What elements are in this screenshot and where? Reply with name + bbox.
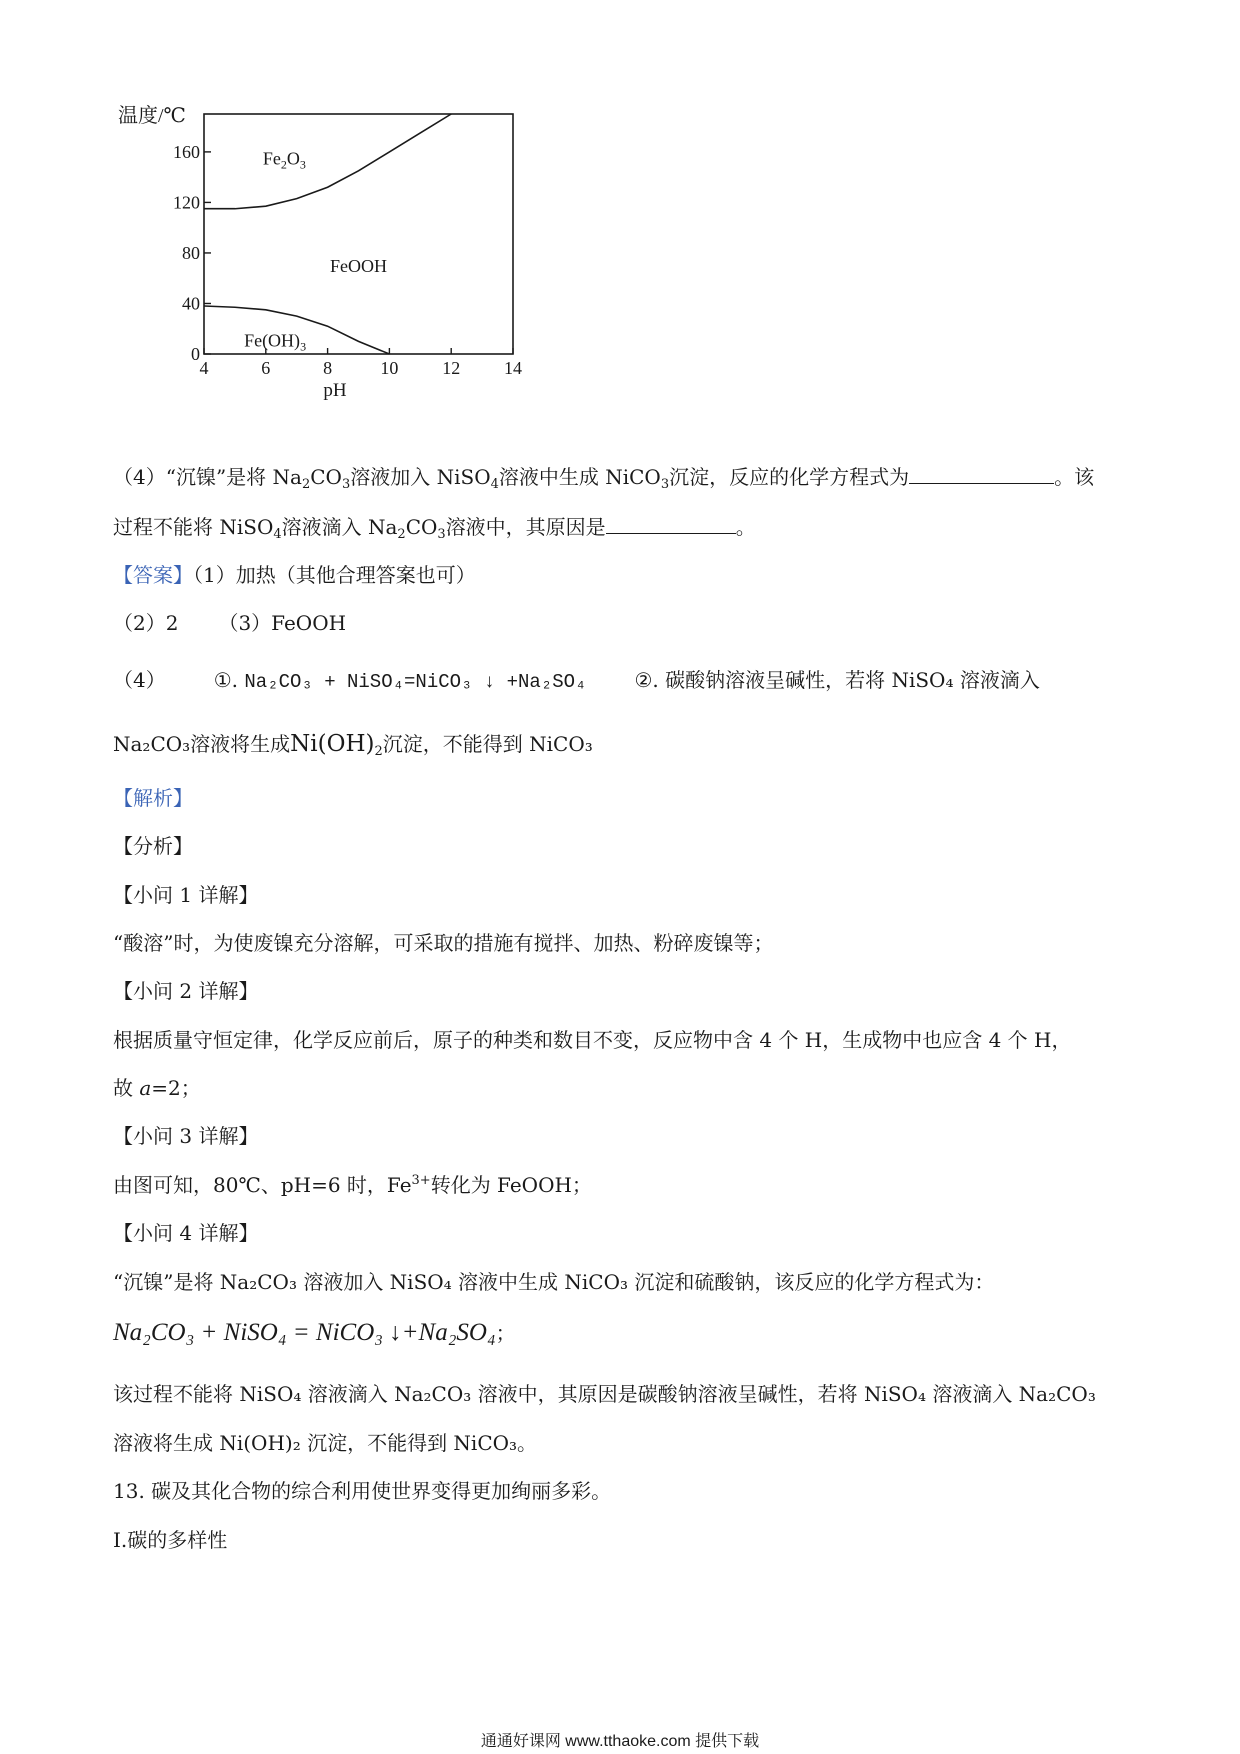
y-tick-label: 40	[182, 293, 200, 314]
q4-body-line-1: “沉镍”是将 Na₂CO₃ 溶液加入 NiSO₄ 溶液中生成 NiCO₃ 沉淀和硫酸钠，该反应的化学方程式为：	[113, 1270, 995, 1294]
q4-text: 溶液加入 NiSO	[350, 465, 491, 489]
answer-tag: 【答案】	[113, 563, 193, 587]
question-4-line-1: （4）“沉镍”是将 $Na_2CO_3$溶液加入 NiSO$_4$溶液中生成 NiCO$_3$沉淀，反应的化学方程式为 。该	[113, 465, 1095, 492]
q4-text: CO	[405, 515, 438, 539]
phase-diagram-svg	[100, 95, 540, 455]
q2-text: 故	[113, 1076, 140, 1100]
q4-text: CO	[310, 465, 342, 489]
phase-boundary-line	[204, 114, 451, 209]
q4-text: 。该	[1054, 465, 1095, 489]
charge-superscript: 3+	[411, 1173, 431, 1188]
q1-body: “酸溶”时，为使废镍充分溶解，可采取的措施有搅拌、加热、粉碎废镍等；	[113, 931, 774, 955]
x-tick-label: 6	[261, 358, 271, 378]
q4-text: 溶液滴入 Na	[281, 515, 398, 539]
x-tick-label: 12	[442, 358, 461, 378]
y-axis-label: 温度/℃	[118, 105, 186, 127]
variable-a: a	[139, 1076, 152, 1100]
answer-line-1	[113, 561, 476, 589]
q3-body	[113, 1171, 592, 1199]
x-axis-label: pH	[323, 380, 347, 401]
q4-equation: Na₂CO₃ + NiSO₄ = NiCO₃ ↓+Na₂SO₄	[113, 1319, 496, 1346]
answer-blank[interactable]	[909, 463, 1054, 484]
q2-body-line-2	[113, 1074, 201, 1102]
question-13-title: 13. 碳及其化合物的综合利用使世界变得更加绚丽多彩。	[113, 1479, 612, 1503]
region-label: FeOOH	[330, 255, 387, 276]
plot-frame	[204, 114, 513, 354]
q4-text: 沉淀，反应的化学方程式为	[669, 465, 910, 489]
y-tick-label: 0	[191, 344, 200, 364]
y-tick-label: 120	[173, 192, 200, 213]
answer-4-reason-cont: Na₂CO₃溶液将生成	[113, 732, 291, 756]
q4-text: 溶液中生成 NiCO	[498, 465, 661, 489]
answer-4-equation: Na₂CO₃ + NiSO₄=NiCO₃ ↓ +Na₂SO₄	[244, 671, 587, 693]
q4-text: （4）“沉镍”是将 Na	[113, 465, 302, 489]
q3-heading: 【小问 3 详解】	[113, 1124, 259, 1148]
answer-4-reason-end: 沉淀，不能得到 NiCO₃	[382, 732, 593, 756]
q2-heading: 【小问 2 详解】	[113, 979, 259, 1003]
q4-text: 。	[735, 515, 756, 539]
q4-body-line-4: 溶液将生成 Ni(OH)₂ 沉淀，不能得到 NiCO₃。	[113, 1431, 538, 1455]
answer-line-5: Na₂CO₃溶液将生成$Ni(OH)_2$沉淀，不能得到 NiCO₃	[113, 731, 593, 759]
x-tick-label: 4	[199, 358, 209, 378]
nioh-formula: Ni(OH)	[290, 731, 375, 757]
q3-text: 转化为 FeOOH；	[430, 1173, 592, 1197]
region-label: $Fe_2O_3$	[262, 148, 306, 172]
q4-text: 过程不能将 NiSO	[113, 515, 274, 539]
region-label: $Fe(OH)_3$	[244, 330, 307, 354]
phase-diagram	[100, 95, 540, 455]
q4-text: 溶液中，其原因是	[445, 515, 606, 539]
answer-1: （1）加热（其他合理答案也可）	[193, 563, 476, 587]
answer-line-2	[113, 609, 346, 637]
x-tick-label: 10	[380, 358, 399, 378]
q2-body-line-1: 根据质量守恒定律，化学反应前后，原子的种类和数目不变，反应物中含 4 个 H，生成物中也应含 4 个 H，	[113, 1028, 1072, 1052]
q4-equation-line	[113, 1319, 516, 1347]
answer-4-number: （4）	[113, 668, 166, 692]
q3-text: 由图可知，80℃、pH=6 时，Fe	[113, 1173, 412, 1197]
y-tick-label: 80	[182, 242, 200, 263]
question-13-section-1: I.碳的多样性	[113, 1528, 228, 1552]
fenxi-heading: 【分析】	[113, 834, 193, 858]
q4-heading: 【小问 4 详解】	[113, 1221, 259, 1245]
answer-4-reason: ②. 碳酸钠溶液呈碱性，若将 NiSO₄ 溶液滴入	[634, 668, 1040, 692]
y-tick-label: 160	[173, 141, 200, 162]
q1-heading: 【小问 1 详解】	[113, 883, 259, 907]
answer-blank[interactable]	[606, 513, 736, 534]
jiexi-heading: 【解析】	[113, 786, 193, 810]
answer-4-marker-1: ①.	[213, 668, 239, 692]
x-tick-label: 14	[504, 358, 522, 378]
page-footer: 通通好课网 www.tthaoke.com 提供下载	[480, 1733, 760, 1750]
q4-body-line-3: 该过程不能将 NiSO₄ 溶液滴入 Na₂CO₃ 溶液中，其原因是碳酸钠溶液呈碱性，若将 NiSO₄ 溶液滴入 Na₂CO₃	[113, 1382, 1096, 1406]
answer-2: （2）2	[113, 611, 179, 635]
q2-text: =2；	[151, 1076, 201, 1100]
x-tick-label: 8	[323, 358, 333, 378]
q4-equation-end: ；	[495, 1321, 516, 1345]
answer-line-4	[113, 666, 1040, 696]
answer-3: （3）FeOOH	[218, 611, 347, 635]
question-4-line-2: 过程不能将 NiSO$_4$溶液滴入 $Na_2CO_3$溶液中，其原因是 。	[113, 515, 756, 542]
